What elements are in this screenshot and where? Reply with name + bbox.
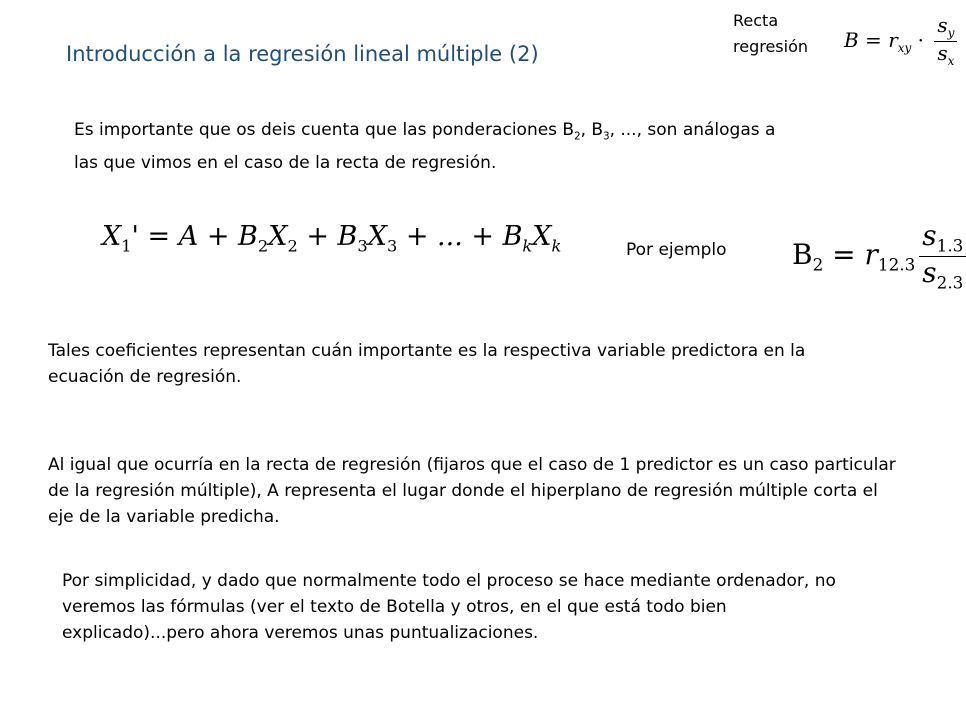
- eq-sub: k: [551, 236, 562, 256]
- p1-part2: , B: [580, 120, 604, 140]
- formula-b-fraction: [934, 14, 957, 69]
- p1-sub2: 3: [603, 131, 610, 143]
- formula-b-num-sub: y: [947, 26, 955, 40]
- eq-sub: 3: [386, 236, 398, 256]
- example-b2-formula: [792, 220, 966, 293]
- p1-part1: Es importante que os deis cuenta que las ponderaciones B: [74, 120, 575, 140]
- formula-b-dot: ·: [911, 27, 931, 52]
- recta-label-line1: Recta: [733, 11, 779, 30]
- multiple-regression-equation: [102, 221, 561, 255]
- p1-sub1: 2: [574, 131, 581, 143]
- eq-term: ' = A + B: [131, 221, 258, 252]
- simple-regression-slope-formula: [844, 14, 957, 69]
- formula-b2-num: s: [922, 219, 937, 252]
- eq-sub: 2: [257, 236, 269, 256]
- formula-b2-eq: =: [823, 237, 865, 271]
- eq-sub: 2: [287, 236, 298, 256]
- formula-b2-den: s: [922, 255, 937, 289]
- recta-label-line2: regresión: [733, 37, 809, 56]
- formula-b2-r-sub: 12.3: [877, 254, 916, 275]
- eq-sub: 3: [357, 236, 368, 256]
- formula-b2-fraction: [919, 220, 966, 293]
- formula-b-r: r: [888, 27, 898, 52]
- formula-b-eq: =: [858, 27, 889, 52]
- paragraph-intercepto: Al igual que ocurría en la recta de regresión (fijaros que el caso de 1 predictor es un caso particular de la regresión múltiple), A representa el lugar donde el hiperplano de regresión múltiple corta el eje de la variable predicha.: [48, 455, 896, 527]
- eq-term: X: [268, 221, 288, 252]
- eq-term: X: [367, 221, 387, 252]
- eq-sub: k: [522, 236, 533, 256]
- formula-b2-lhs: B: [792, 237, 813, 271]
- formula-b2-r: r: [864, 237, 878, 271]
- formula-b2-lhs-sub: 2: [812, 254, 824, 275]
- recta-regresion-label: [733, 8, 808, 60]
- eq-term: + B: [297, 221, 358, 252]
- eq-term: X: [532, 221, 552, 252]
- paragraph-simplicidad: Por simplicidad, y dado que normalmente todo el proceso se hace mediante ordenador, no veremos las fórmulas (ver el texto de Botella y otros, en el que está todo bien explicado)...pero ahora veremos unas puntualizaciones.: [62, 571, 836, 643]
- paragraph-coeficientes: Tales coeficientes representan cuán importante es la respectiva variable predictora en la ecuación de regresión.: [48, 341, 806, 387]
- slide-title: Introducción a la regresión lineal múltiple (2): [66, 42, 539, 66]
- eq-term: X: [102, 221, 122, 252]
- formula-b2-den-sub: 2.3: [936, 272, 964, 293]
- p1-part3: , ..., son análogas a las que vimos en el caso de la recta de regresión.: [74, 120, 776, 174]
- formula-b-den-sub: x: [947, 53, 955, 68]
- formula-b-den: s: [937, 40, 948, 65]
- formula-b-lhs: B: [844, 27, 859, 52]
- paragraph-ponderaciones: [74, 117, 794, 176]
- eq-term: + ... + B: [397, 221, 523, 252]
- formula-b-r-sub: xy: [897, 40, 912, 55]
- eq-sub: 1: [121, 236, 132, 256]
- formula-b-num: s: [937, 13, 948, 37]
- por-ejemplo-label: Por ejemplo: [626, 240, 727, 260]
- formula-b2-num-sub: 1.3: [936, 235, 964, 256]
